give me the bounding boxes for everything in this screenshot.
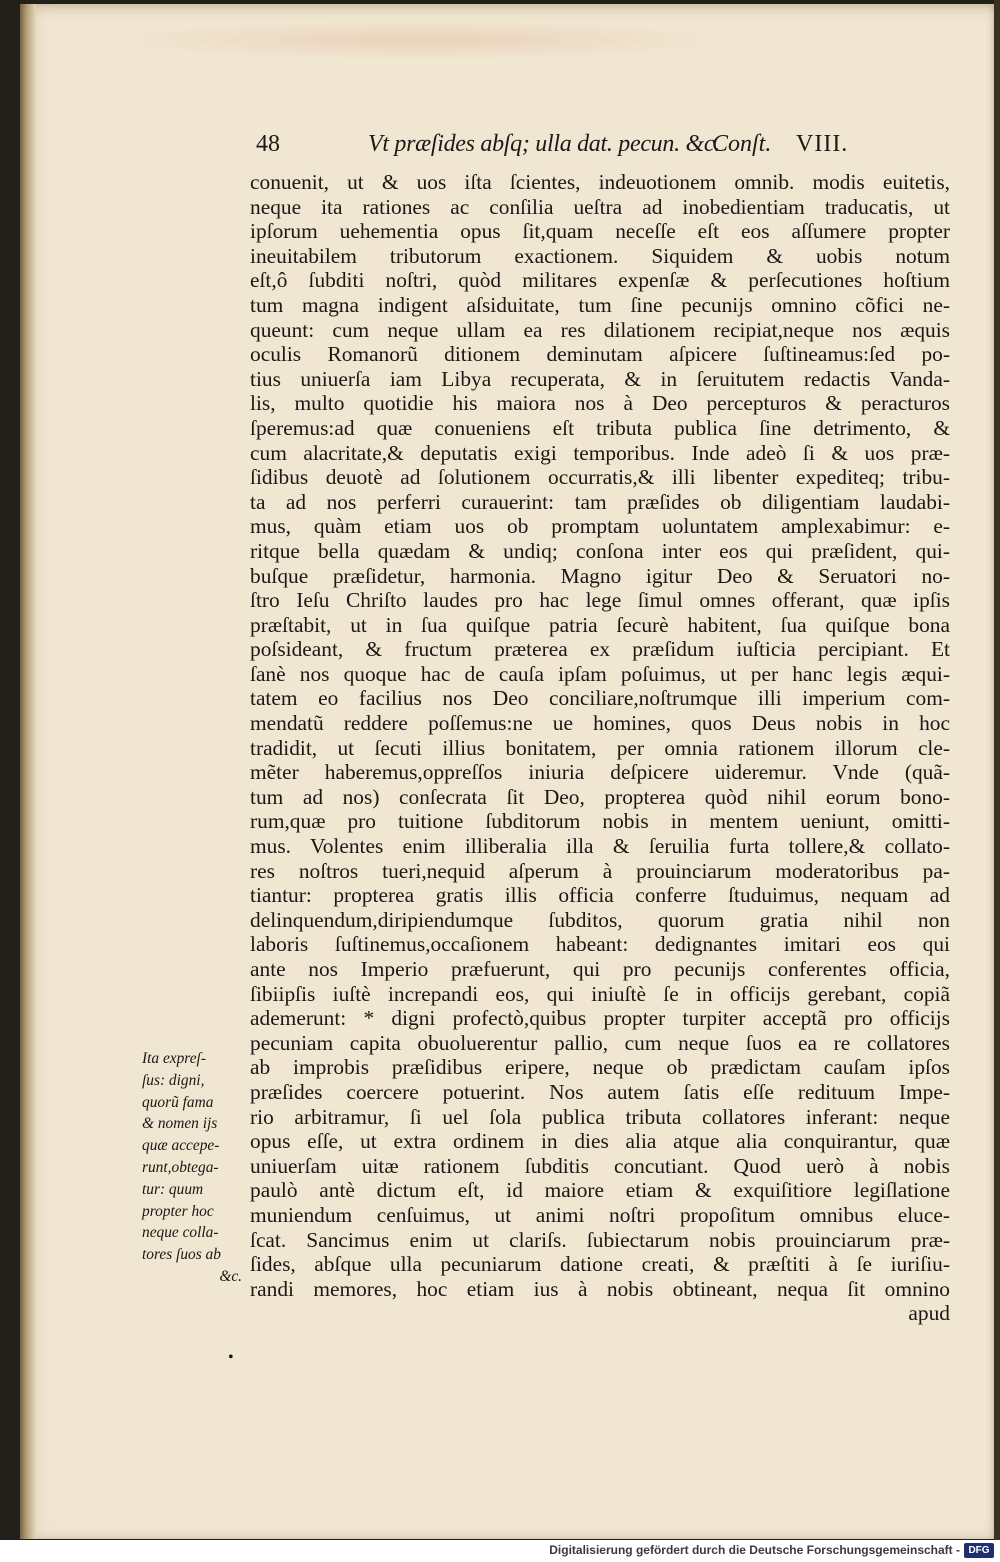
text-line: ſtro Ieſu Chriſto laudes pro hac lege ſimul omnes offerant, quæ ipſis bbox=[250, 588, 950, 613]
text-line: ante nos Imperio præfuerunt, qui pro pecunijs conferentes officia, bbox=[250, 957, 950, 981]
marginal-note-line: propter hoc bbox=[142, 1202, 214, 1220]
text-line: ſidibus deuotè ad ſolutionem occurratis,& illi libenter expediteq; tribu- bbox=[250, 465, 950, 490]
text-line: tatem eo facilius nos Deo conciliare,noſtrumque illi imperium com- bbox=[250, 686, 950, 711]
text-line: ſcat. Sancimus enim ut clariſs. ſubiectarum nobis prouinciarum præ- bbox=[250, 1227, 950, 1252]
marginal-note-line: quæ accepe- bbox=[142, 1137, 220, 1155]
text-line: tradidit, ut ſecuti illius bonitatem, per omnia rationem illorum cle- bbox=[250, 735, 950, 760]
text-line: paulò antè dictum eſt, id maiore etiam & exquiſitiore legiſlatione bbox=[250, 1178, 950, 1203]
text-line: pecuniam capita obuoluerentur pallio, cum neque ſuos ea re collatores bbox=[250, 1030, 950, 1055]
text-line: ſperemus:ad quæ conueniens eſt tributa publica ſine detrimento, & bbox=[250, 415, 950, 440]
text-line: ab improbis præſidibus eripere, neque ob prædictam cauſam ipſos bbox=[250, 1055, 950, 1080]
text-line: randi memores, hoc etiam ius à nobis obtineant, nequa ſit omnino bbox=[250, 1276, 950, 1301]
text-line: ſides, abſque ulla pecuniarum datione creati, & præſtiti à ſe iuriſiu- bbox=[250, 1252, 950, 1277]
marginal-note-line: tores ſuos ab bbox=[142, 1246, 221, 1264]
text-line: rum,quæ pro tuitione ſubditorum nobis in mentem ueniunt, omitti- bbox=[250, 809, 950, 834]
paper-stain bbox=[120, 20, 720, 60]
text-line: rio arbitramur, ſi uel ſola publica tributa collatores inferant: neque bbox=[250, 1104, 950, 1129]
marginal-note-line: runt,obtega- bbox=[142, 1158, 219, 1176]
text-line: eſt,ô ſubditi noſtri, quòd militares expenſæ & perſecutiones hoſtium bbox=[250, 268, 950, 293]
text-line: tiantur: propterea gratis illis officia conferre ſtuduimus, nequam ad bbox=[250, 883, 950, 908]
text-line: muniendum cenſuimus, ut animi noſtri propoſitum omnibus eluce- bbox=[250, 1202, 950, 1227]
running-title: Vt præſides abſq; ulla dat. pecun. &c. bbox=[368, 131, 720, 157]
text-line: conuenit, ut & uos iſta ſcientes, indeuotionem omnib. modis euitetis, bbox=[250, 170, 950, 194]
marginal-note-line: tur: quum bbox=[142, 1180, 204, 1198]
text-line: mus. Volentes enim illiberalia illa & ſeruilia furta tollere,& collato- bbox=[250, 834, 950, 859]
text-line: ipſorum uehementia opus ſit,quam neceſſe eſt eos aſſumere propter bbox=[250, 219, 950, 244]
text-line: tum ad nos) conſecrata ſit Deo, propterea quòd nihil eorum bono- bbox=[250, 784, 950, 809]
text-line: poſsideant, & fructum præterea ex præſidum iuſticia percipiant. Et bbox=[250, 637, 950, 662]
text-line: laboris ſuſtinemus,occaſionem habeant: dedignantes imitari eos qui bbox=[250, 932, 950, 957]
marginal-note bbox=[142, 1048, 242, 1288]
text-line: tius uniuerſa iam Libya recuperata, & in ſeruitutem redactis Vanda- bbox=[250, 366, 950, 391]
text-line: ademerunt: * digni profectò,quibus propter turpiter acceptã pro officijs bbox=[250, 1006, 950, 1031]
text-line: cum alacritate,& deputatis exigi temporibus. Inde adeò ſi & uos præ- bbox=[250, 440, 950, 465]
text-line: delinquendum,diripiendumque ſubditos, quorum gratia nihil non bbox=[250, 907, 950, 932]
text-line: tum magna indigent aſsiduitate, tum ſine pecunijs omnino cõfici ne- bbox=[250, 292, 950, 317]
text-line: uniuerſam uitæ rationem ſubditis concutiant. Quod uerò à nobis bbox=[250, 1153, 950, 1178]
text-line: mus, quàm etiam uos ob promptam uoluntatem amplexabimur: e- bbox=[250, 514, 950, 539]
text-line: res noſtros tueri,nequid aſperum à prouinciarum moderatoribus pa- bbox=[250, 858, 950, 883]
marginal-note-line: neque colla- bbox=[142, 1224, 219, 1242]
text-line: mẽter haberemus,oppreſſos iniuria deſpicere uideremur. Vnde (quã- bbox=[250, 760, 950, 785]
footer-credit: Digitalisierung gefördert durch die Deutsche Forschungsgemeinschaft - bbox=[549, 1543, 960, 1557]
text-line: neque ita rationes ac conſilia ueſtra ad inobedientiam traducatis, ut bbox=[250, 194, 950, 219]
text-line: lis, multo quotidie his maiora nos à Deo percepturos & peracturos bbox=[250, 391, 950, 416]
marginal-note-line: &c. bbox=[219, 1267, 242, 1285]
text-line: ta ad nos perferri curauerint: tam præſides ob diligentiam laudabi- bbox=[250, 489, 950, 514]
text-line: oculis Romanorũ ditionem deminutam aſpicere ſuſtineamus:ſed po- bbox=[250, 342, 950, 367]
page-gutter-shadow bbox=[20, 4, 36, 1539]
text-line: mendatũ reddere poſſemus:ne ue homines, quos Deus nobis in hoc bbox=[250, 711, 950, 736]
page-right-edge bbox=[994, 0, 1000, 1562]
text-line: ritque bella quædam & undiq; conſona inter eos qui præſident, qui- bbox=[250, 538, 950, 563]
constitution-label: Conſt. bbox=[712, 131, 772, 157]
marginal-note-line: quorũ fama bbox=[142, 1093, 214, 1111]
digitization-footer bbox=[0, 1540, 1000, 1562]
dfg-logo-icon: DFG bbox=[964, 1543, 994, 1558]
text-line: buſque præſidetur, harmonia. Magno igitur Deo & Seruatori no- bbox=[250, 563, 950, 588]
text-line: queunt: cum neque ullam ea res dilationem recipiat,neque nos æquis bbox=[250, 317, 950, 342]
text-line: ineuitabilem tributorum exactionem. Siquidem & uobis notum bbox=[250, 243, 950, 268]
text-line: præſtabit, ut in ſua quiſque patria ſecurè habitent, ſua quiſque bona bbox=[250, 612, 950, 637]
marginal-reference-mark: • bbox=[228, 1349, 234, 1366]
page-number: 48 bbox=[256, 131, 280, 157]
running-header bbox=[256, 131, 946, 165]
text-line: opus eſſe, ut extra ordinem in dies alia atque alia conquirantur, quæ bbox=[250, 1129, 950, 1154]
text-line: ſibiipſis iuſtè increpandi eos, qui iniuſtè ſe in officijs gerebant, copiã bbox=[250, 981, 950, 1006]
text-line: præſides coercere potuerint. Nos autem ſatis eſſe redituum Impe- bbox=[250, 1079, 950, 1104]
constitution-number: VIII. bbox=[796, 131, 849, 157]
text-line: ſanè nos quoque hac de cauſa ipſam poſuimus, ut per hanc legis æqui- bbox=[250, 661, 950, 686]
text-line: apud bbox=[908, 1301, 950, 1326]
marginal-note-line: ſus: digni, bbox=[142, 1071, 205, 1089]
marginal-note-line: & nomen ijs bbox=[142, 1115, 218, 1133]
main-text-block bbox=[250, 170, 950, 1326]
marginal-note-line: Ita expreſ- bbox=[142, 1050, 206, 1067]
